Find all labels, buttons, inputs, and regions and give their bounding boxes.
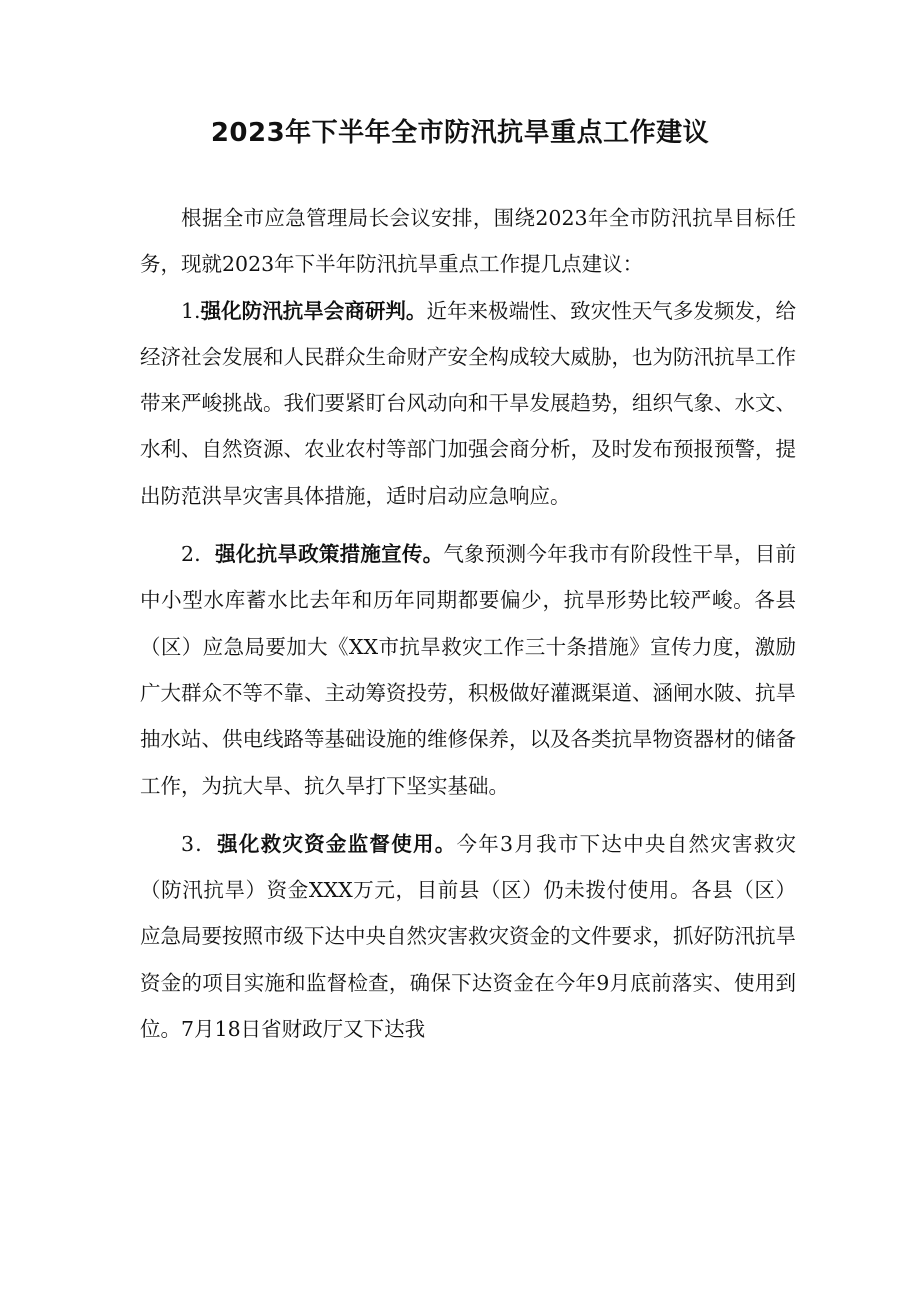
- section-2-heading: 强化抗旱政策措施宣传。: [215, 542, 444, 567]
- section-3-heading: 强化救灾资金监督使用。: [217, 831, 457, 856]
- section-2-number: 2．: [181, 542, 216, 567]
- section-1-heading: 强化防汛抗旱会商研判。: [200, 298, 427, 323]
- document-title: 2023年下半年全市防汛抗旱重点工作建议: [210, 118, 710, 148]
- section-3-paragraph: [140, 821, 796, 1052]
- section-1-paragraph: [140, 288, 796, 519]
- section-1-number: 1.: [181, 298, 201, 323]
- section-3-text: 今年3月我市下达中央自然灾害救灾（防汛抗旱）资金XXX万元，目前县（区）仍未拨付使用。各县（区）应急局要按照市级下达中央自然灾害救灾资金的文件要求，抓好防汛抗旱资金的项目实施和监督检查，确保下达资金在今年9月底前落实、使用到位。7月18日省财政厅又下达我: [140, 831, 797, 1042]
- section-3-number: 3．: [181, 831, 218, 856]
- section-2-paragraph: [140, 531, 796, 809]
- section-2-text: 气象预测今年我市有阶段性干旱，目前中小型水库蓄水比去年和历年同期都要偏少，抗旱形势比较严峻。各县（区）应急局要加大《XX市抗旱救灾工作三十条措施》宣传力度，激励广大群众不等不靠、主动筹资投劳，积极做好灌溉渠道、涵闸水陂、抗旱抽水站、供电线路等基础设施的维修保养，以及各类抗旱物资器材的储备工作，为抗大旱、抗久旱打下坚实基础。: [140, 542, 797, 798]
- intro-paragraph: 根据全市应急管理局长会议安排，围绕2023年全市防汛抗旱目标任务，现就2023年下半年防汛抗旱重点工作提几点建议：: [140, 206, 796, 277]
- document-body: [140, 195, 796, 1052]
- section-1-text: 近年来极端性、致灾性天气多发频发，给经济社会发展和人民群众生命财产安全构成较大威胁，也为防汛抗旱工作带来严峻挑战。我们要紧盯台风动向和干旱发展趋势，组织气象、水文、水利、自然资源、农业农村等部门加强会商分析，及时发布预报预警，提出防范洪旱灾害具体措施，适时启动应急响应。: [140, 298, 797, 508]
